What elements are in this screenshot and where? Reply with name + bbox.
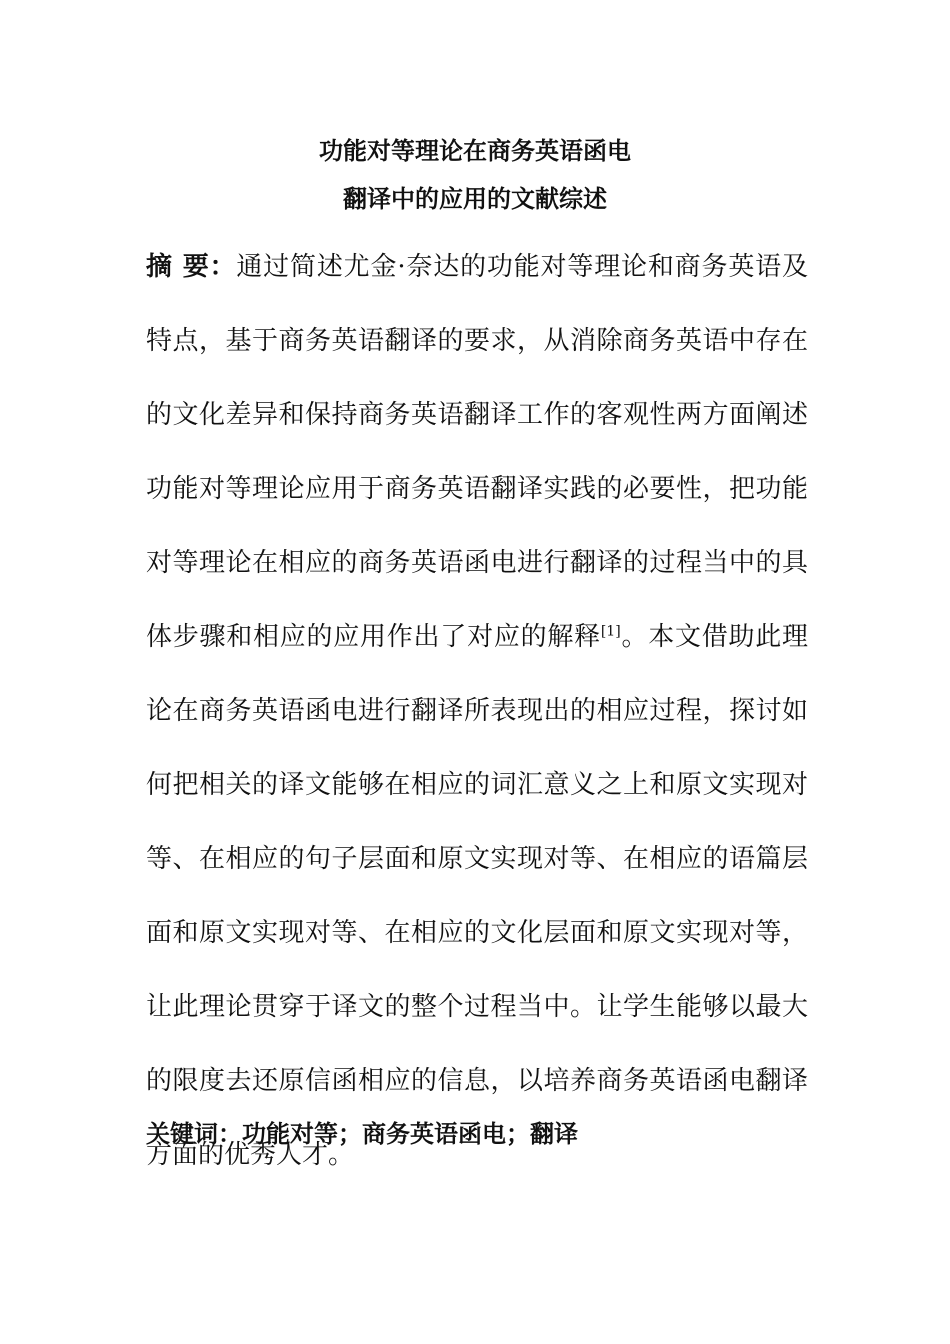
citation-marker: [1] [600,623,621,640]
keywords-label: 关键词： [146,1120,242,1148]
abstract-text-part-1: 通过简述尤金·奈达的功能对等理论和商务英语及特点，基于商务英语翻译的要求，从消除商务英语中存在的文化差异和保持商务英语翻译工作的客观性两方面阐述功能对等理论应用于商务英语翻译实践的必要性，把功能对等理论在相应的商务英语函电进行翻译的过程当中的具体步骤和相应的应用作出了对应的解释 [146,252,808,652]
abstract-text-part-2: 。本文借助此理论在商务英语函电进行翻译所表现出的相应过程，探讨如何把相关的译文能够在相应的词汇意义之上和原文实现对等、在相应的句子层面和原文实现对等、在相应的语篇层面和原文实现对等、在相应的文化层面和原文实现对等，让此理论贯穿于译文的整个过程当中。让学生能够以最大的限度去还原信函相应的信息，以培养商务英语函电翻译方面的优秀人才。 [146,622,808,1170]
document-title-line-1: 功能对等理论在商务英语函电 [319,137,631,165]
abstract-label: 摘 要： [146,252,237,282]
keywords-text: 功能对等；商务英语函电；翻译 [242,1120,578,1148]
keywords-line [146,1118,808,1150]
abstract-paragraph [146,230,808,1192]
document-title-line-2: 翻译中的应用的文献综述 [343,185,607,213]
